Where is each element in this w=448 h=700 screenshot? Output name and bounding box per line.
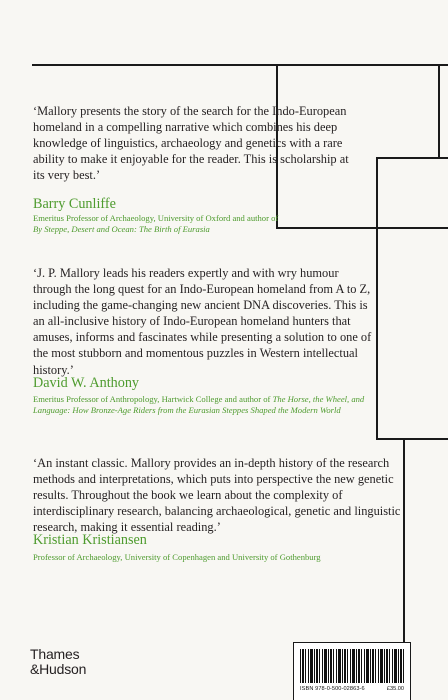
publisher-logo-line2: &Hudson	[30, 661, 87, 677]
affiliation-text-3: Professor of Archaeology, University of Copenhagen and University of Gothenburg	[33, 552, 321, 562]
review-affiliation-1	[33, 213, 403, 235]
frame-box1-right	[438, 64, 440, 158]
publisher-logo-line1: Thames	[30, 646, 80, 662]
barcode-panel	[293, 642, 411, 700]
review-quote-2: ‘J. P. Mallory leads his readers expertly and with wry humour through the long quest for an Indo-European homeland from A to Z, including the game-changing new ancient DNA discoveries. This is an all-inclusive history of Indo-European homeland hunters that amuses, informs and fascinates while presenting a solution to one of the most stubborn and momentous puzzles in Western intellectual history.’	[33, 266, 372, 377]
isbn-text: ISBN 978-0-500-02863-6	[300, 686, 365, 692]
frame-box3-left	[403, 438, 405, 642]
frame-top-line	[32, 64, 278, 66]
publisher-logo	[30, 647, 86, 677]
review-author-2: David W. Anthony	[33, 375, 140, 391]
barcode-bars	[300, 649, 404, 683]
price-text: £35.00	[386, 686, 404, 692]
frame-box2-top	[376, 157, 448, 159]
review-affiliation-2	[33, 394, 378, 416]
review-author-3: Kristian Kristiansen	[33, 532, 147, 548]
frame-box1-top	[276, 64, 448, 66]
affiliation-book-1: By Steppe, Desert and Ocean: The Birth of Eurasia	[33, 224, 210, 235]
affiliation-text-2: Emeritus Professor of Anthropology, Hartwick College and author of	[33, 394, 271, 404]
affiliation-text-1: Emeritus Professor of Archaeology, University of Oxford and author of	[33, 213, 279, 223]
review-affiliation-3	[33, 552, 403, 563]
review-quote-3: ‘An instant classic. Mallory provides an in-depth history of the research methods and interpretations, which puts into perspective the new genetic results. Throughout the book we learn about the complexity of interdisciplinary research, balancing archaeological, genetic and linguistic research, making it essential reading.’	[33, 456, 401, 535]
review-author-1: Barry Cunliffe	[33, 196, 116, 212]
review-quote-1: ‘Mallory presents the story of the search for the Indo-European homeland in a compelling narrative which combines his deep knowledge of linguistics, archaeology and genetics with a rare ability to make it enjoyable for the reader. This is scholarship at its very best.’	[33, 104, 349, 183]
frame-box2-bottom	[376, 438, 448, 440]
affiliation-book-2: The Horse, the Wheel, and Language: How Bronze-Age Riders from the Eurasian Steppes Shaped the Modern World	[33, 394, 365, 416]
